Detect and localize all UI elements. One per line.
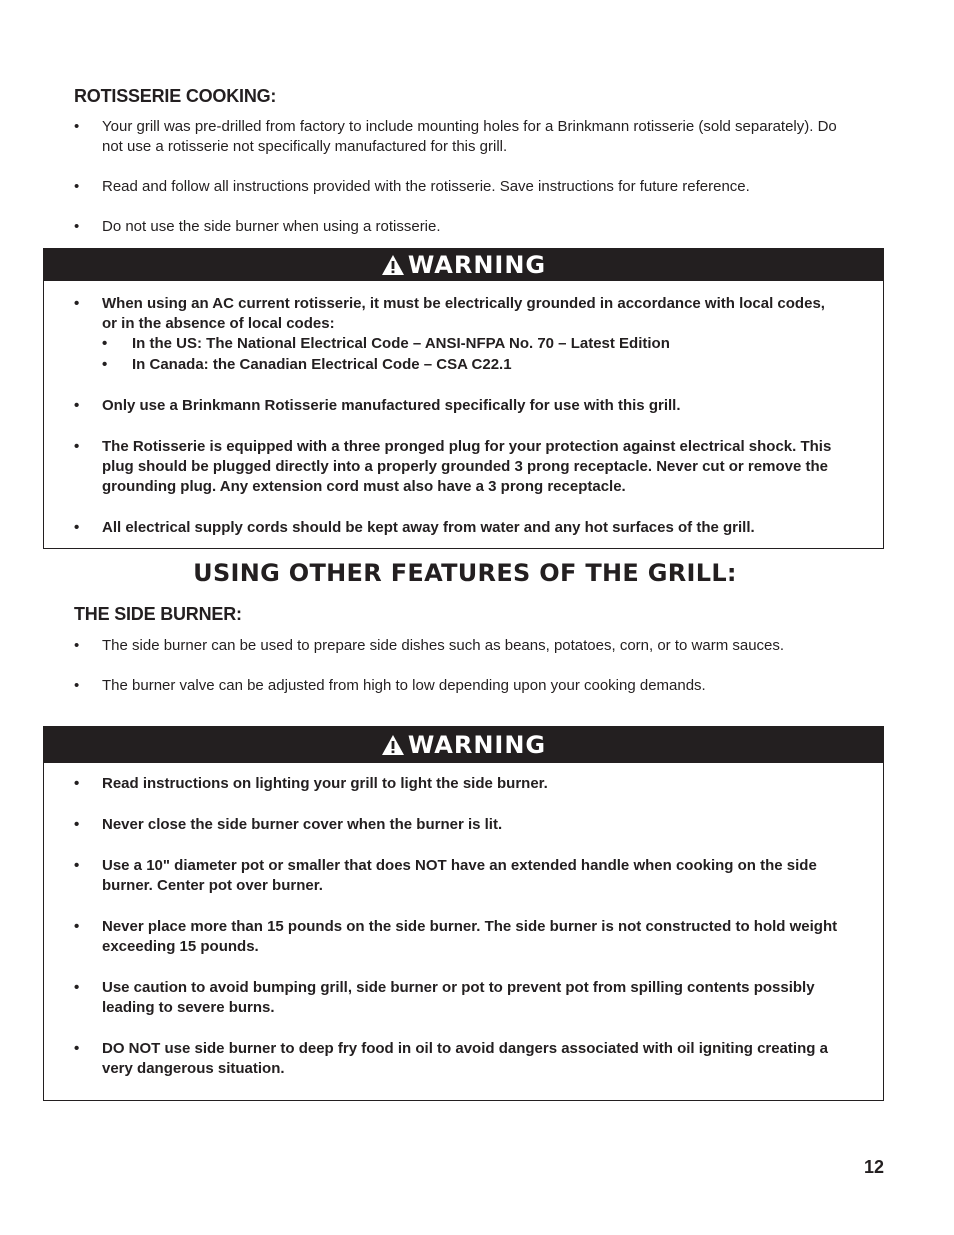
list-item: • Never close the side burner cover when the burner is lit.	[74, 815, 844, 835]
warning-header	[44, 727, 883, 763]
warning-triangle-icon	[381, 254, 405, 276]
list-item: • In the US: The National Electrical Code – ANSI-NFPA No. 70 – Latest Edition	[102, 334, 844, 355]
list-item: • Use caution to avoid bumping grill, side burner or pot to prevent pot from spilling contents possibly leading to severe burns.	[74, 978, 844, 1018]
list-item: • All electrical supply cords should be kept away from water and any hot surfaces of the grill.	[74, 518, 844, 538]
list-item: • Your grill was pre-drilled from factory to include mounting holes for a Brinkmann rotisserie (sold separately). Do not use a rotisserie not specifically manufactured for this grill.	[74, 117, 854, 157]
rotisserie-warning-list	[74, 294, 844, 538]
rotisserie-heading: ROTISSERIE COOKING:	[74, 86, 277, 106]
warning-text: When using an AC current rotisserie, it must be electrically grounded in accordance with local codes, or in the absence of local codes:	[102, 295, 825, 332]
page-number: 12	[863, 1157, 884, 1177]
list-item: • Do not use the side burner when using a rotisserie.	[74, 217, 854, 237]
list-item: • Use a 10" diameter pot or smaller that does NOT have an extended handle when cooking on the side burner. Center pot over burner.	[74, 856, 844, 896]
warning-triangle-icon	[381, 734, 405, 756]
list-item: • Only use a Brinkmann Rotisserie manufactured specifically for use with this grill.	[74, 396, 844, 416]
rotisserie-warning-box	[43, 248, 884, 549]
list-item: • The Rotisserie is equipped with a three pronged plug for your protection against electrical shock. This plug should be plugged directly into a properly grounded 3 prong receptacle. Never cut or remove the grounding plug. Any extension cord must also have a 3 prong receptacle.	[74, 437, 844, 497]
list-item	[74, 294, 844, 375]
list-item: • In Canada: the Canadian Electrical Code – CSA C22.1	[102, 355, 844, 376]
list-item: • The side burner can be used to prepare side dishes such as beans, potatoes, corn, or to warm sauces.	[74, 636, 854, 656]
list-item: • Read instructions on lighting your grill to light the side burner.	[74, 774, 844, 794]
section-title: USING OTHER FEATURES OF THE GRILL:	[193, 559, 737, 587]
warning-header	[44, 249, 883, 281]
list-item: • Never place more than 15 pounds on the side burner. The side burner is not constructed to hold weight exceeding 15 pounds.	[74, 917, 844, 957]
list-item: • Read and follow all instructions provided with the rotisserie. Save instructions for future reference.	[74, 177, 854, 197]
side-burner-heading: THE SIDE BURNER:	[74, 604, 242, 624]
code-sub-list	[102, 334, 844, 375]
side-burner-warning-box	[43, 726, 884, 1101]
side-burner-list	[74, 636, 854, 696]
list-item: • DO NOT use side burner to deep fry food in oil to avoid dangers associated with oil igniting creating a very dangerous situation.	[74, 1039, 844, 1079]
warning-title: WARNING	[407, 251, 547, 279]
list-item: • The burner valve can be adjusted from high to low depending upon your cooking demands.	[74, 676, 854, 696]
side-burner-warning-list	[74, 774, 844, 1079]
warning-title: WARNING	[407, 731, 547, 759]
rotisserie-list	[74, 117, 854, 237]
